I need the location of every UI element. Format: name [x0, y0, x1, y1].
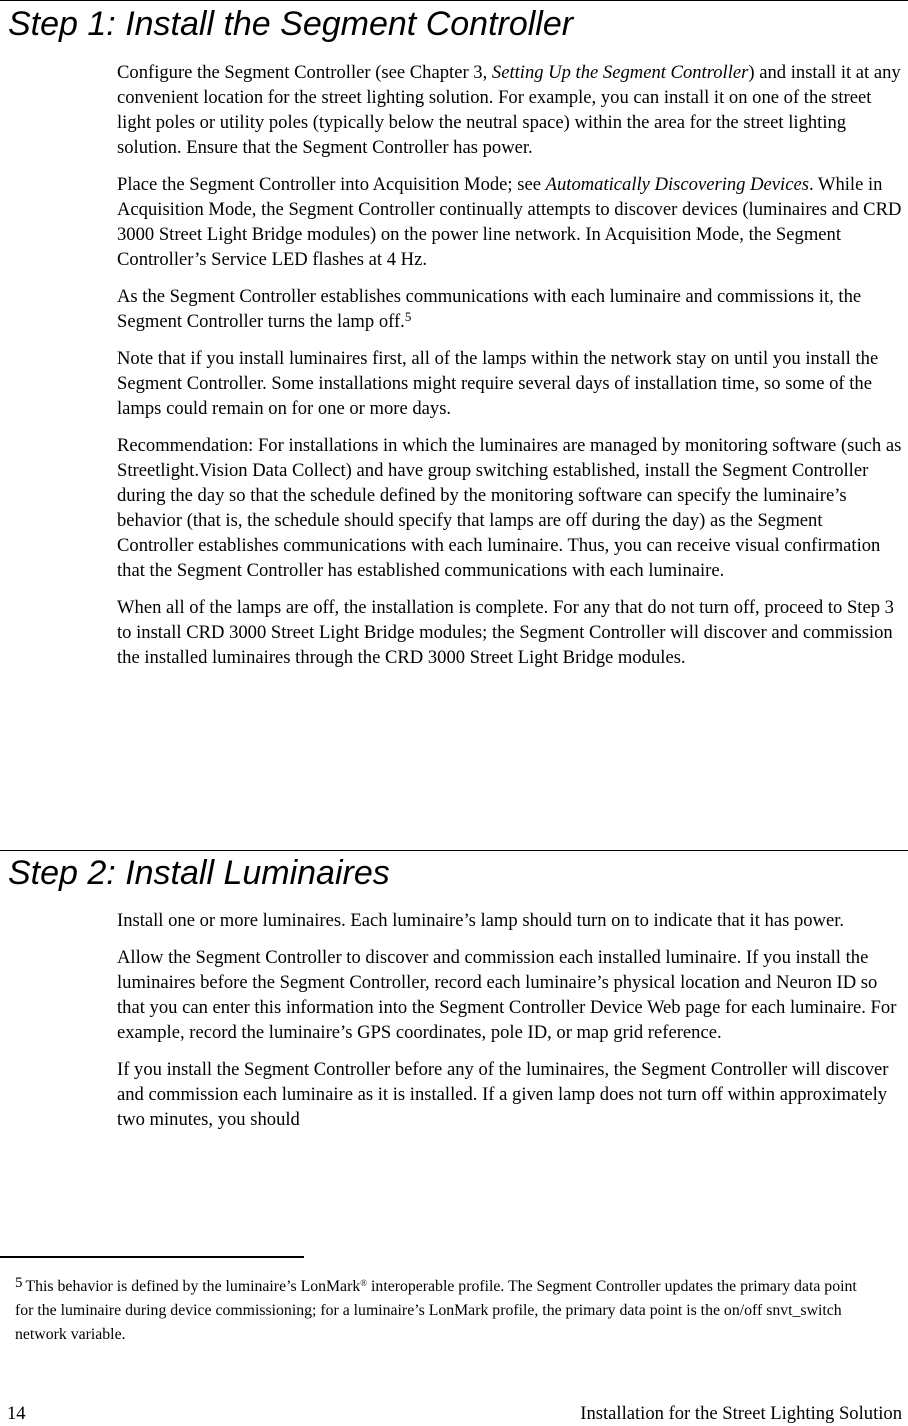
- step2-paragraph-3: If you install the Segment Controller before any of the luminaires, the Segment Controller will discover and commission each luminaire as it is installed. If a given lamp does not turn off within approximately two minutes, you should: [117, 1059, 889, 1130]
- step2-paragraph-2: Allow the Segment Controller to discover and commission each installed luminaire. If you install the luminaires before the Segment Controller, record each luminaire’s physical location and Neuron ID so that you can enter this information into the Segment Controller Device Web page for each luminaire. For example, record the luminaire’s GPS coordinates, pole ID, or map grid reference.: [117, 947, 897, 1043]
- page-number: 14: [7, 1403, 26, 1424]
- step1-paragraph-3: As the Segment Controller establishes communications with each luminaire and commissions it, the Segment Controller turns the lamp off.$^5$: [117, 286, 862, 332]
- step1-paragraph-2: Place the Segment Controller into Acquisition Mode; see Automatically Discovering Devices. While in Acquisition Mode, the Segment Controller continually attempts to discover devices (luminaires and CRD 3000 Street Light Bridge modules) on the power line network. In Acquisition Mode, the Segment Controller’s Service LED flashes at 4 Hz.: [117, 174, 902, 270]
- footnote-reference: 5: [404, 309, 412, 324]
- section-rule-step1: [0, 0, 908, 1]
- step1-paragraph-5: Recommendation: For installations in which the luminaires are managed by monitoring software (such as Streetlight.Vision Data Collect) and have group switching established, install the Segment Controller during the day so that the schedule defined by the monitoring software can specify the luminaire’s behavior (that is, the schedule should specify that lamps are off during the day) as the Segment Controller establishes communications with each luminaire. Thus, you can receive visual confirmation that the Segment Controller has established communications with each luminaire.: [117, 435, 902, 581]
- section-rule-step2: [0, 850, 908, 851]
- step1-paragraph-4: Note that if you install luminaires first, all of the lamps within the network stay on until you install the Segment Controller. Some installations might require several days of installation time, so some of the lamps could remain on for one or more days.: [117, 348, 879, 419]
- step2-heading: Step 2: Install Luminaires: [8, 854, 390, 892]
- footnote-number: 5: [15, 1275, 23, 1291]
- footer-title: Installation for the Street Lighting Solution: [580, 1403, 902, 1424]
- footnote-separator: [0, 1256, 304, 1258]
- step2-body: [117, 908, 903, 1144]
- step1-body: [117, 60, 903, 682]
- section-reference: Automatically Discovering Devices: [545, 174, 809, 195]
- footnote: $^5$ This behavior is defined by the luminaire’s LonMark® interoperable profile. The Segment Controller updates the primary data point for the luminaire during device commissioning; for a luminaire’s LonMark profile, the primary data point is the on/off snvt_switch network variable.: [15, 1275, 857, 1343]
- step1-paragraph-6: When all of the lamps are off, the installation is complete. For any that do not turn off, proceed to Step 3 to install CRD 3000 Street Light Bridge modules; the Segment Controller will discover and commission the installed luminaires through the CRD 3000 Street Light Bridge modules.: [117, 597, 894, 668]
- step1-heading: Step 1: Install the Segment Controller: [8, 5, 574, 43]
- step2-paragraph-1: Install one or more luminaires. Each luminaire’s lamp should turn on to indicate that it has power.: [117, 910, 845, 931]
- registered-mark: ®: [360, 1278, 368, 1288]
- chapter-reference: Setting Up the Segment Controller: [491, 62, 749, 83]
- step1-paragraph-1: Configure the Segment Controller (see Chapter 3, Setting Up the Segment Controller) and install it at any convenient location for the street lighting solution. For example, you can install it on one of the street light poles or utility poles (typically below the neutral space) within the area for the street lighting solution. Ensure that the Segment Controller has power.: [117, 62, 901, 158]
